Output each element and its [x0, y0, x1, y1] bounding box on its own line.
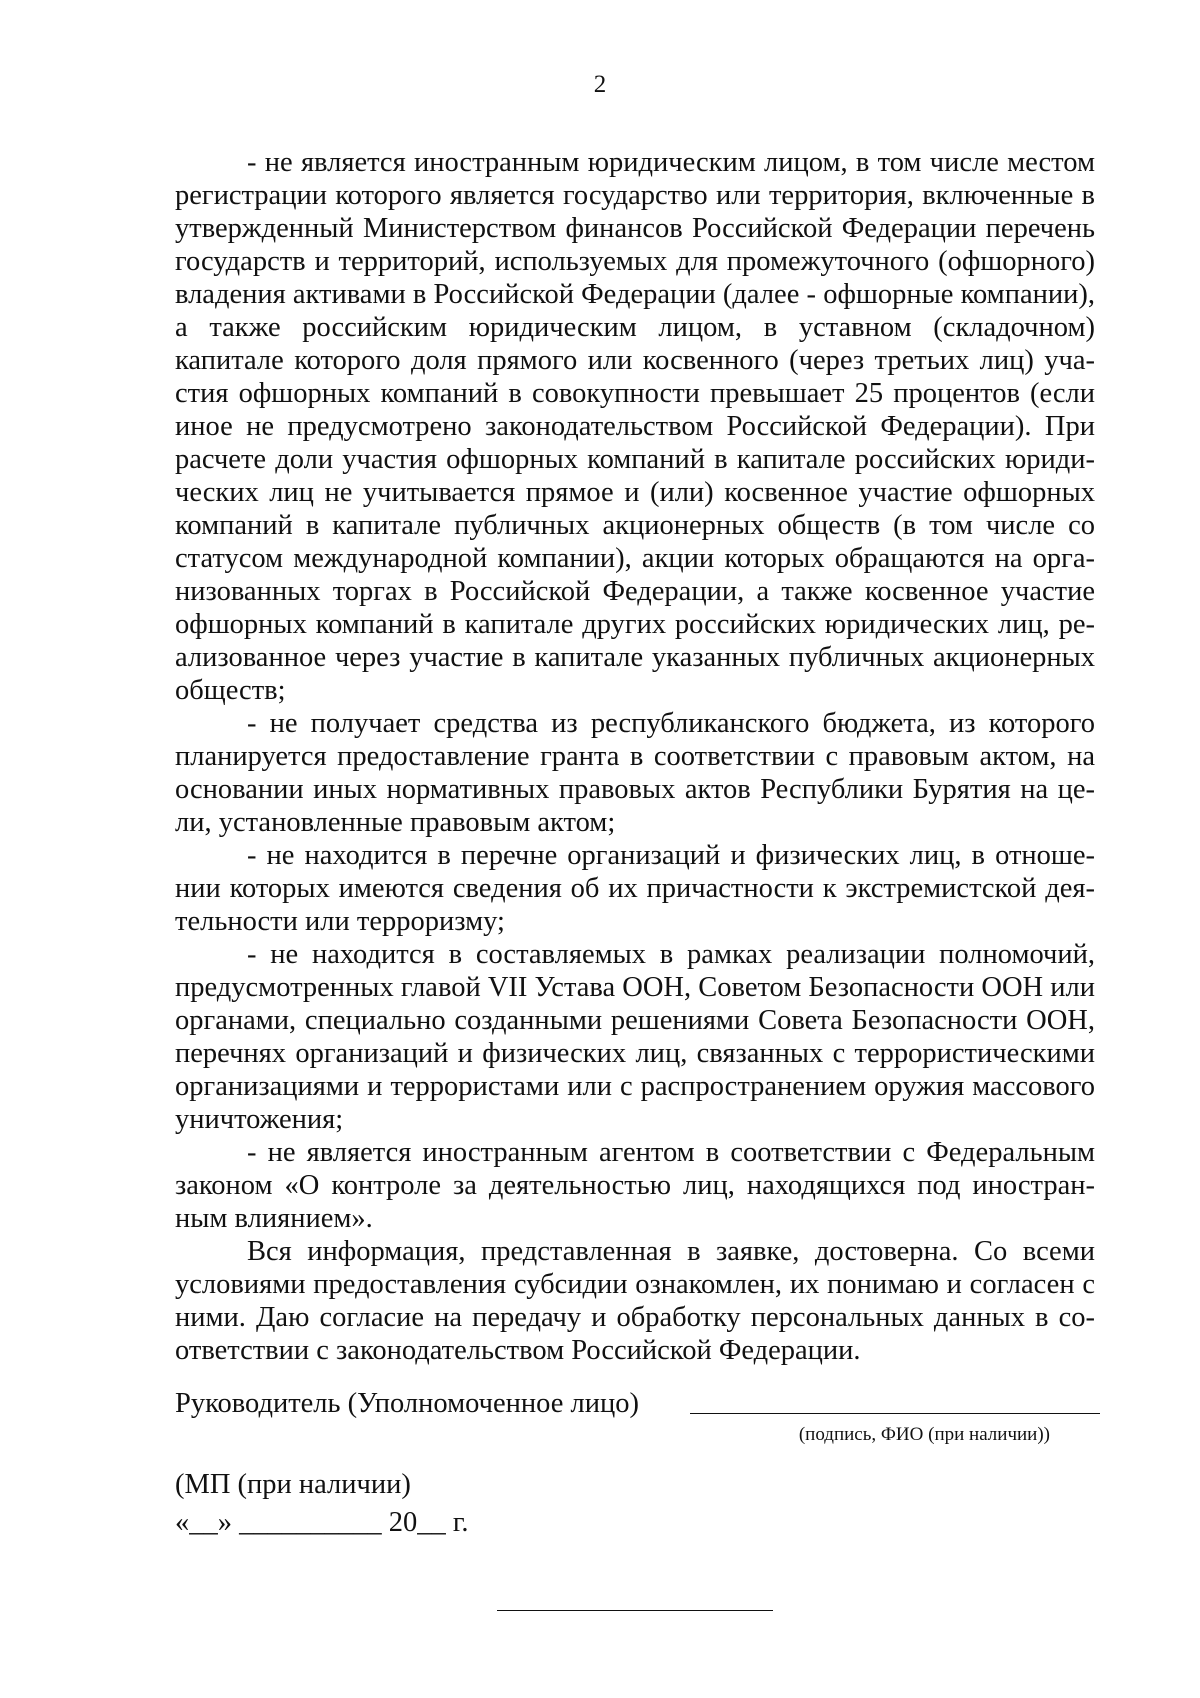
paragraph-consent: Вся информация, представленная в заявке, достоверна. Со всеми условиями предоставления субсидии ознакомлен, их понимаю и согласен с ними. Даю согласие на передачу и обработку персональных данных в соответствии с законодательством Российской Федерации.: [175, 1236, 1095, 1366]
paragraph-foreign-agent: - не является иностранным агентом в соответствии с Федеральным законом «О контроле за деятельностью лиц, находящихся под иностранным влиянием».: [175, 1137, 1095, 1234]
end-rule: [497, 1610, 773, 1611]
paragraph-un-lists: - не находится в составляемых в рамках реализации полномочий, предусмотренных главой VII Устава ООН, Советом Безопасности ООН или органами, специально созданными решениями Совета Безопасности ООН, перечнях организаций и физических лиц, связанных с террористическими организациями и террористами или с распространением оружия массового уничтожения;: [175, 939, 1095, 1135]
signature-caption: (подпись, ФИО (при наличии)): [798, 1424, 1050, 1445]
paragraph-offshore: - не является иностранным юридическим лицом, в том числе местом регистрации которого является государство или территория, включенные в утвержденный Министерством финансов Российской Федерации перечень государств и территорий, используемых для промежуточного (офшорного) владения активами в Российской Федерации (далее - офшорные компании), а также российским юридическим лицом, в уставном (складочном) капитале которого доля прямого или косвенного (через третьих лиц) участия офшорных компаний в совокупности превышает 25 процентов (если иное не предусмотрено законодательством Российской Федерации). При расчете доли участия офшорных компаний в капитале российских юридических лиц не учитывается прямое и (или) косвенное участие офшорных компаний в капитале публичных акционерных обществ (в том числе со статусом международной компании), акции которых обращаются на организованных торгах в Российской Федерации, а также косвенное участие офшорных компаний в капитале других российских юридических лиц, реализованное через участие в капитале указанных публичных акционерных обществ;: [175, 147, 1095, 706]
date-line: «__» __________ 20__ г.: [175, 1507, 469, 1538]
signature-row: [175, 1385, 1100, 1420]
paragraph-budget: - не получает средства из республиканского бюджета, из которого планируется предоставление гранта в соответствии с правовым актом, на основании иных нормативных правовых актов Республики Бурятия на цели, установленные правовым актом;: [175, 708, 1095, 838]
page-number: 2: [593, 71, 607, 98]
stamp-label: (МП (при наличии): [175, 1469, 411, 1500]
signature-block: [175, 1385, 1100, 1446]
paragraph-extremism: - не находится в перечне организаций и физических лиц, в отношении которых имеются сведения об их причастности к экстремистской деятельности или терроризму;: [175, 840, 1095, 937]
document-body: [175, 146, 1095, 1367]
signature-line: [690, 1385, 1100, 1414]
signature-label: Руководитель (Уполномоченное лицо): [175, 1388, 639, 1419]
